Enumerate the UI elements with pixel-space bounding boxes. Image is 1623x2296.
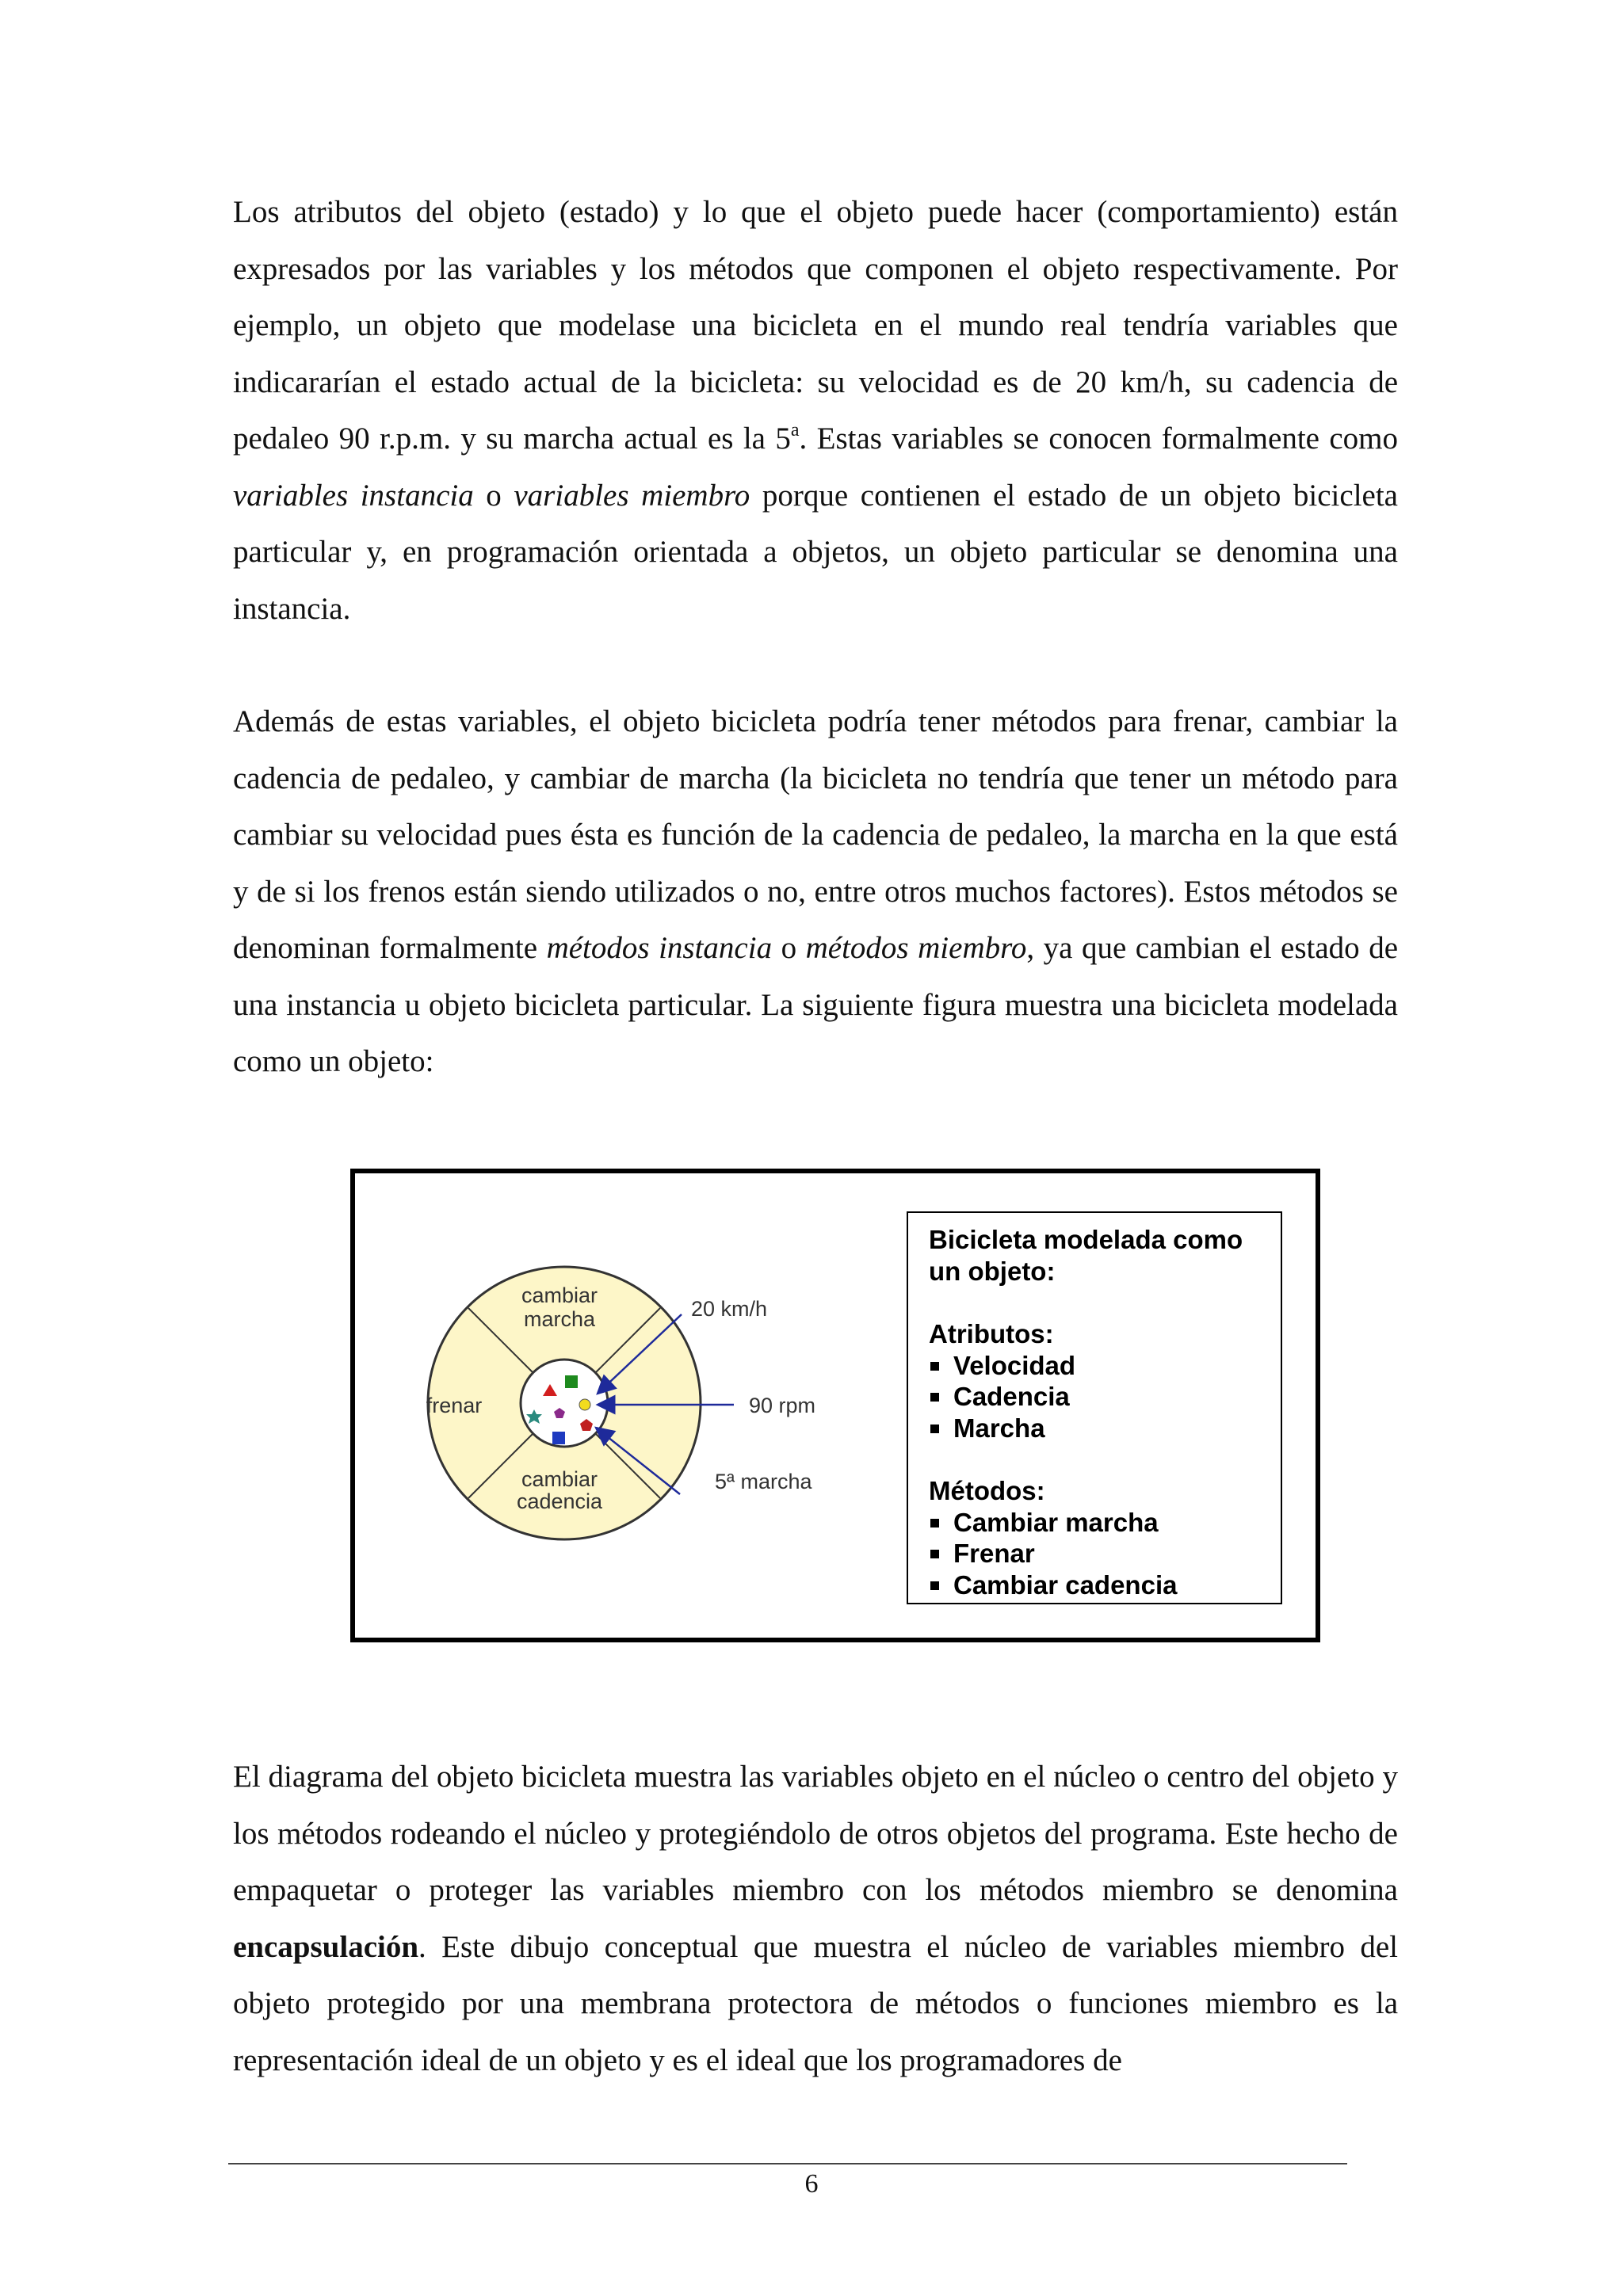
attribute-item: Cadencia <box>929 1381 1270 1413</box>
page-number: 6 <box>804 2169 819 2199</box>
object-summary-box <box>907 1211 1282 1604</box>
yellow-circle-icon <box>579 1399 590 1410</box>
bicycle-object-figure <box>350 1169 1320 1642</box>
method-item: Frenar <box>929 1538 1270 1569</box>
attributes-heading: Atributos: <box>929 1319 1054 1348</box>
speed-value-label: 20 km/h <box>691 1297 768 1321</box>
method-label-cambiar-cadencia: cadencia <box>516 1489 603 1513</box>
gear-value-label: 5ª marcha <box>715 1470 812 1493</box>
paragraph-object-attributes: Los atributos del objeto (estado) y lo que el objeto puede hacer (comportamiento) están expresados por las variables y los métodos que componen el objeto respectivamente. Por ejemplo, un objeto que modelase una bicicleta en el mundo real tendría variables que indicararían el estado actual de la bicicleta: su velocidad es de 20 km/h, su cadencia de pedaleo 90 r.p.m. y su marcha actual es la 5$^a$. Estas variables se conocen formalmente como variables instancia o variables miembro porque contienen el estado de un objeto bicicleta particular y, en programación orientada a objetos, un objeto particular se denomina una instancia. <box>233 195 1398 626</box>
methods-list <box>929 1507 1270 1601</box>
method-label-cambiar-marcha: cambiar <box>521 1283 598 1307</box>
method-label-cambiar-marcha: marcha <box>523 1307 596 1331</box>
method-item: Cambiar marcha <box>929 1507 1270 1539</box>
blue-square-icon <box>552 1432 565 1444</box>
method-item: Cambiar cadencia <box>929 1569 1270 1601</box>
summary-title: Bicicleta modelada como un objeto: <box>929 1225 1243 1286</box>
paragraph-object-methods: Además de estas variables, el objeto bicicleta podría tener métodos para frenar, cambiar la cadencia de pedaleo, y cambiar de marcha (la bicicleta no tendría que tener un método para cambiar su velocidad pues ésta es función de la cadencia de pedaleo, la marcha en la que está y de si los frenos están siendo utilizados o no, entre otros muchos factores). Estos métodos se denominan formalmente métodos instancia o métodos miembro, ya que cambian el estado de una instancia u objeto bicicleta particular. La siguiente figura muestra una bicicleta modelada como un objeto: <box>233 704 1399 1078</box>
footer-rule <box>228 2163 1347 2164</box>
attribute-item: Marcha <box>929 1413 1270 1444</box>
green-square-icon <box>565 1375 578 1388</box>
attribute-item: Velocidad <box>929 1350 1270 1382</box>
cadence-value-label: 90 rpm <box>749 1394 816 1417</box>
methods-heading: Métodos: <box>929 1476 1045 1505</box>
method-label-frenar: frenar <box>426 1394 483 1417</box>
attributes-list <box>929 1350 1270 1444</box>
paragraph-encapsulation: El diagrama del objeto bicicleta muestra las variables objeto en el núcleo o centro del objeto y los métodos rodeando el núcleo y protegiéndolo de otros objetos del programa. Este hecho de empaquetar o proteger las variables miembro con los métodos miembro se denomina encapsulación. Este dibujo conceptual que muestra el núcleo de variables miembro del objeto protegido por una membrana protectora de métodos o funciones miembro es la representación ideal de un objeto y es el ideal que los programadores de <box>233 1760 1398 2077</box>
method-label-cambiar-cadencia: cambiar <box>521 1467 598 1491</box>
